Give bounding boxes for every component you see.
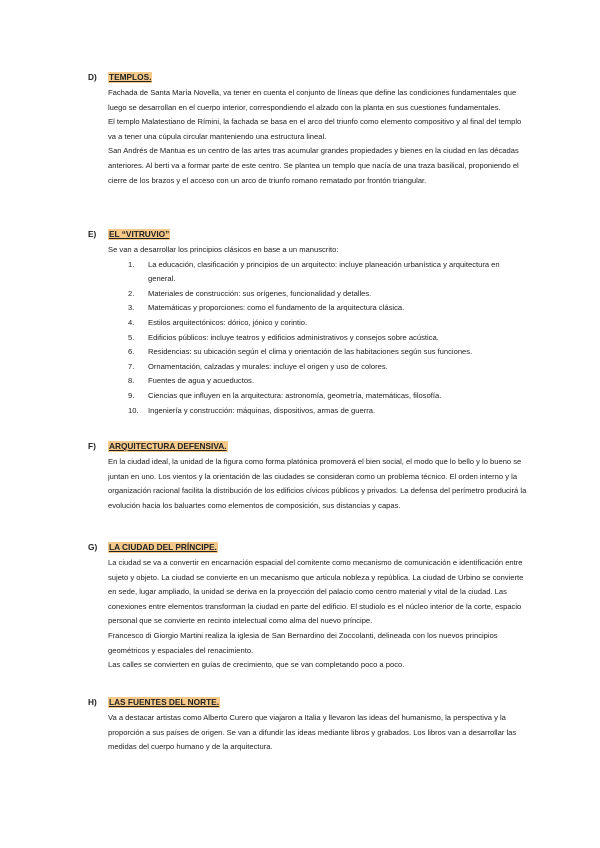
section-title: TEMPLOS.	[109, 72, 152, 82]
paragraph: La ciudad se va a convertir en encarnación espacial del comitente como mecanismo de comunicación e identificación entre sujeto y objeto. La ciudad se convierte en un mecanismo que articula nobleza y república. La ciudad de Urbino se convierte en sede, lugar ampliado, la unidad se deriva en la proyección del palacio como centro material y vital de la ciudad. Las conexiones entre elementos transforman la ciudad en parte del edificio. El studiolo es el núcleo interior de la corte, espacio personal que se convierte en recinto intelectual como alma del nuevo príncipe.	[108, 558, 524, 626]
list-number: 1.	[128, 259, 135, 269]
section-heading	[88, 441, 528, 452]
section-title: ARQUITECTURA DEFENSIVA.	[109, 441, 227, 451]
list-item	[108, 374, 528, 389]
section-vitruvio	[88, 229, 528, 418]
section-heading	[88, 697, 528, 708]
section-letter: H)	[88, 697, 97, 707]
list-item	[108, 360, 528, 375]
numbered-list	[108, 258, 528, 419]
list-number: 7.	[128, 361, 135, 371]
list-text: Materiales de construcción: sus orígenes, funcionalidad y detalles.	[148, 288, 372, 298]
section-body	[108, 455, 528, 513]
section-body	[108, 86, 528, 188]
section-heading	[88, 229, 528, 240]
list-text: Matemáticas y proporciones: como el fundamento de la arquitectura clásica.	[148, 303, 405, 313]
list-number: 5.	[128, 332, 135, 342]
list-number: 10.	[128, 405, 139, 415]
paragraph: Se van a desarrollar los principios clásicos en base a un manuscrito:	[108, 245, 339, 254]
paragraph: Fachada de Santa María Novella, va tener en cuenta el conjunto de líneas que define las condiciones fundamentales que luego se desarrollan en el cuerpo interior, correspondiendo el alzado con la planta en sus cuestiones fundamentales.	[108, 88, 517, 112]
list-text: La educación, clasificación y principios de un arquitecto: incluye planeación urbanística y arquitectura en general.	[148, 259, 500, 284]
paragraph: Francesco di Giorgio Martini realiza la iglesia de San Bernardino dei Zoccolanti, delineada con los nuevos principios geométricos y espaciales del renacimiento.	[108, 630, 498, 655]
paragraph: Va a destacar artistas como Alberto Curero que viajaron a Italia y llevaron las ideas del humanismo, la perspectiva y la proporción a sus países de origen. Se van a difundir las ideas mediante libros y grabados. Los libros van a desarrollar las medidas del cuerpo humano y de la arquitectura.	[108, 713, 517, 752]
list-text: Residencias: su ubicación según el clima y orientación de las habitaciones según sus funciones.	[148, 347, 473, 357]
section-title: LAS FUENTES DEL NORTE.	[109, 697, 220, 707]
paragraph: Las calles se convierten en guías de crecimiento, que se van completando poco a poco.	[108, 660, 405, 670]
list-number: 2.	[128, 288, 135, 298]
list-text: Edificios públicos: incluye teatros y edificios administrativos y consejos sobre acústica.	[148, 332, 439, 342]
paragraph: El templo Malatestiano de Rímini, la fachada se basa en el arco del triunfo como elemento compositivo y al final del templo va a tener una cúpula circular manteniendo una estructura lineal.	[108, 117, 522, 141]
list-item	[108, 316, 528, 331]
list-number: 8.	[128, 376, 135, 386]
list-item	[108, 258, 528, 287]
section-fuentes-norte	[88, 697, 528, 755]
section-title: EL “VITRUVIO”	[109, 229, 170, 239]
section-letter: G)	[88, 542, 98, 552]
list-item	[108, 301, 528, 316]
list-item	[108, 287, 528, 302]
section-letter: E)	[88, 229, 97, 239]
section-title: LA CIUDAD DEL PRÍNCIPE.	[109, 542, 217, 552]
list-text: Ornamentación, calzadas y murales: incluye el origen y uso de colores.	[148, 361, 388, 371]
list-number: 3.	[128, 303, 135, 313]
section-body	[108, 243, 528, 258]
list-text: Ciencias que influyen en la arquitectura: astronomía, geometría, matemáticas, filosofía.	[148, 390, 442, 400]
list-item	[108, 345, 528, 360]
section-ciudad-principe	[88, 542, 528, 673]
list-text: Estilos arquitectónicos: dórico, jónico y corintio.	[148, 317, 308, 327]
section-heading	[88, 72, 528, 83]
section-letter: F)	[88, 441, 96, 451]
section-templos	[88, 72, 528, 188]
list-item	[108, 331, 528, 346]
list-number: 6.	[128, 347, 135, 357]
section-letter: D)	[88, 72, 97, 82]
section-body	[108, 556, 528, 673]
list-number: 9.	[128, 390, 135, 400]
paragraph: San Andrés de Mantua es un centro de las artes tras acumular grandes propiedades y bienes en la ciudad en las décadas anteriores. Al berti va a formar parte de este centro. Se plantea un templo que nacía de una traza basilical, proponiendo el cierre de los brazos y el acceso con un arco de triunfo romano rematado por frontón triangular.	[108, 146, 519, 185]
section-arquitectura-defensiva	[88, 441, 528, 513]
list-number: 4.	[128, 317, 135, 327]
paragraph: En la ciudad ideal, la unidad de la figura como forma platónica promoverá el bien social, el modo que lo bello y lo bueno se juntan en uno. Los vientos y la orientación de las ciudades se consideran como un problema técnico. El orden interno y la organización racional facilita la distribución de los edificios cívicos públicos y privados. La defensa del perímetro producirá la evolución hacia los baluartes como elementos de composición, sus distancias y capas.	[108, 457, 527, 510]
section-heading	[88, 542, 528, 553]
list-text: Fuentes de agua y acueductos.	[148, 376, 254, 386]
section-body	[108, 711, 528, 755]
list-item	[108, 389, 528, 404]
list-text: Ingeniería y construcción: máquinas, dispositivos, armas de guerra.	[148, 405, 376, 415]
list-item	[108, 404, 528, 419]
